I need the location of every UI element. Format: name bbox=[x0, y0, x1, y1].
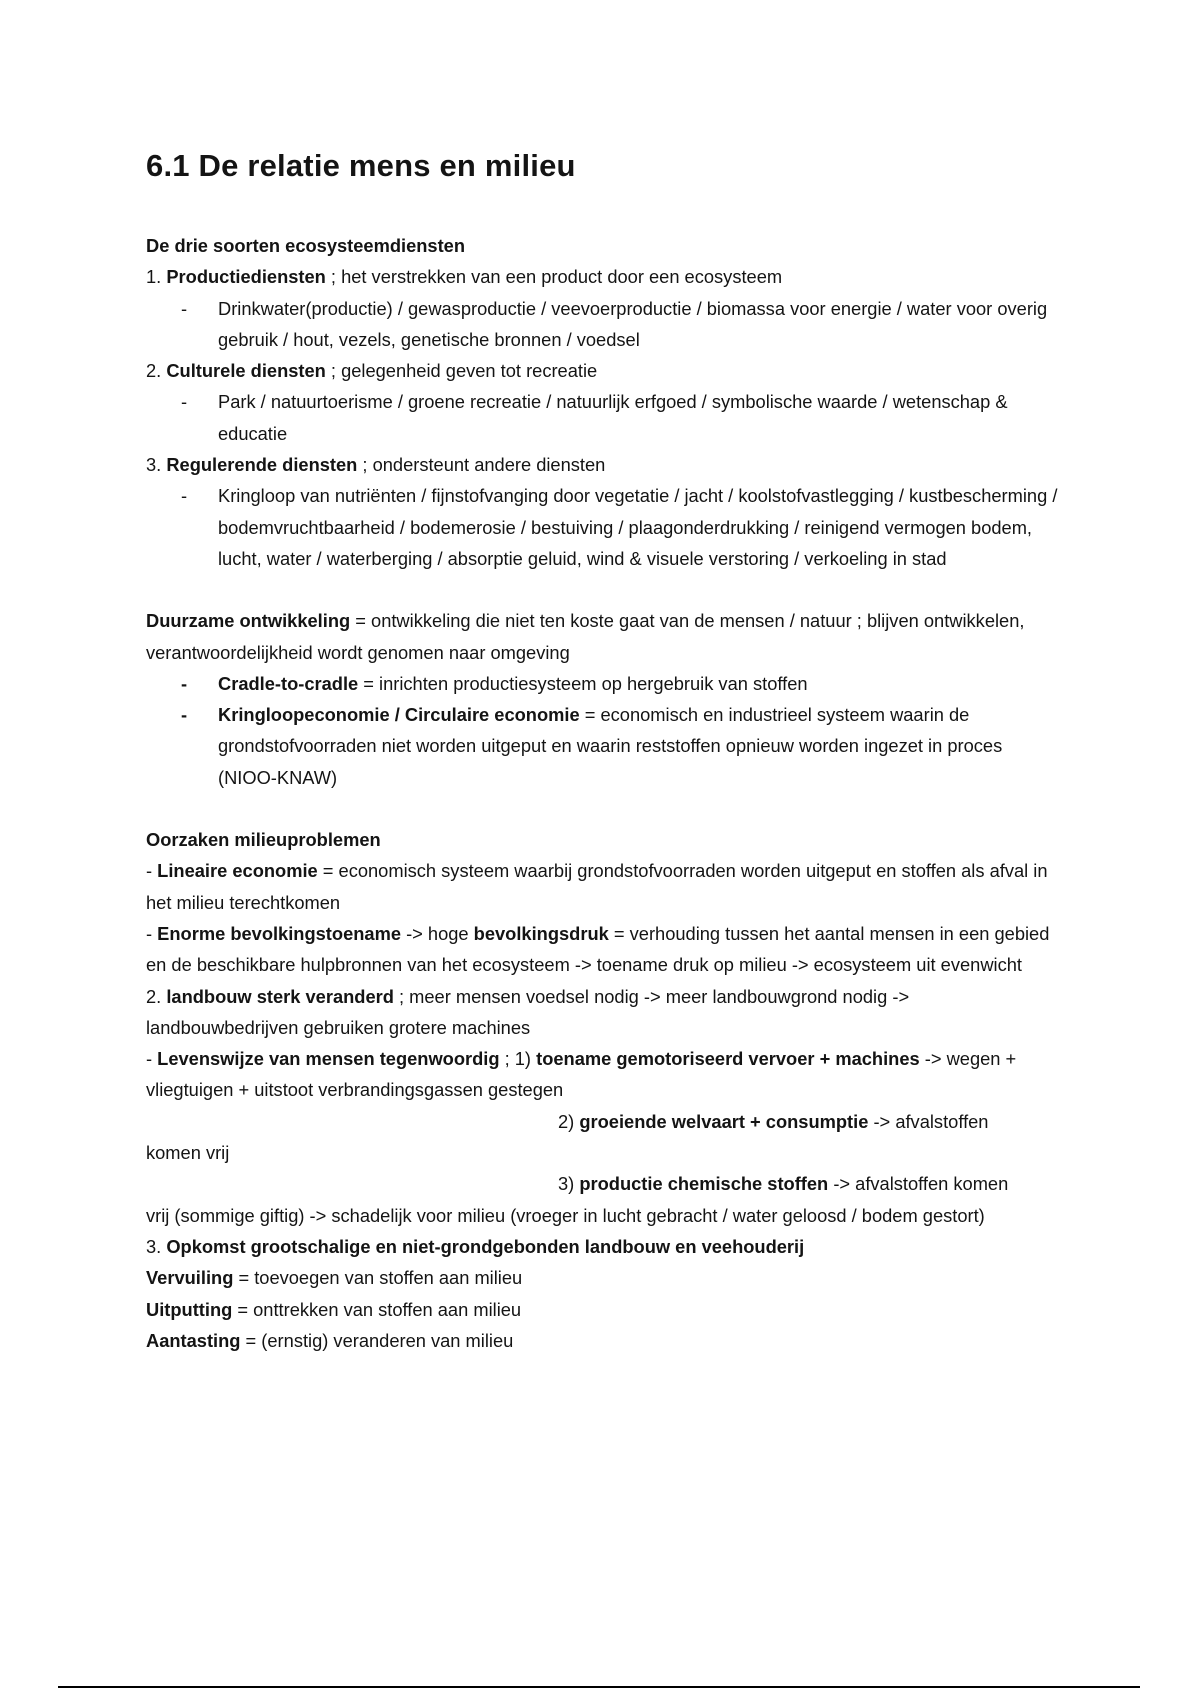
service-term: Culturele diensten bbox=[166, 360, 326, 382]
spacer bbox=[146, 793, 1066, 824]
dash-bullet: - bbox=[181, 704, 188, 726]
service-term: Regulerende diensten bbox=[166, 454, 358, 476]
causes-heading: Oorzaken milieuproblemen bbox=[146, 829, 381, 851]
cause-large-scale-farming: 3. Opkomst grootschalige en niet-grondgebonden landbouw en veehouderij bbox=[146, 1235, 805, 1257]
lifestyle-point-3: 3) productie chemische stoffen -> afvalstoffen komen bbox=[558, 1173, 1009, 1195]
service-term: Productiediensten bbox=[166, 266, 326, 288]
service-item: 2. Culturele diensten ; gelegenheid geven tot recreatie bbox=[146, 360, 598, 382]
footer-divider bbox=[58, 1686, 1140, 1688]
term-uitputting: Uitputting = onttrekken van stoffen aan milieu bbox=[146, 1298, 522, 1320]
cause-agriculture: 2. landbouw sterk veranderd ; meer mensen voedsel nodig -> meer landbouwgrond nodig -> landbouwbedrijven gebruiken grotere machines bbox=[146, 985, 910, 1038]
dash-bullet: - bbox=[181, 672, 188, 694]
service-sub-bullet: - Park / natuurtoerisme / groene recreatie / natuurlijk erfgoed / symbolische waarde / wetenschap & educatie bbox=[146, 386, 1066, 449]
sustainable-term: Duurzame ontwikkeling bbox=[146, 610, 351, 632]
service-item: 1. Productiediensten ; het verstrekken van een product door een ecosysteem bbox=[146, 266, 783, 288]
cause-lifestyle: - Levenswijze van mensen tegenwoordig ; 1) toename gemotoriseerd vervoer + machines -> wegen + vliegtuigen + uitstoot verbrandingsgassen gestegen bbox=[146, 1048, 1017, 1101]
dash-bullet: - bbox=[181, 391, 188, 413]
sustainable-bullet: - Kringloopeconomie / Circulaire economie = economisch en industrieel systeem waarin de grondstofvoorraden niet worden uitgeput en waarin reststoffen opnieuw worden ingezet in proces (NIOO-KNAW) bbox=[146, 699, 1066, 793]
term-aantasting: Aantasting = (ernstig) veranderen van milieu bbox=[146, 1329, 514, 1351]
service-sub-bullet: - Drinkwater(productie) / gewasproductie / veevoerproductie / biomassa voor energie / water voor overig gebruik / hout, vezels, genetische bronnen / voedsel bbox=[146, 293, 1066, 356]
service-item: 3. Regulerende diensten ; ondersteunt andere diensten bbox=[146, 454, 606, 476]
cause-linear-economy: - Lineaire economie = economisch systeem waarbij grondstofvoorraden worden uitgeput en stoffen als afval in het milieu terechtkomen bbox=[146, 860, 1048, 913]
dash-bullet: - bbox=[181, 485, 188, 507]
lifestyle-point-2: 2) groeiende welvaart + consumptie -> afvalstoffen bbox=[558, 1110, 989, 1132]
page-title: 6.1 De relatie mens en milieu bbox=[146, 148, 576, 183]
sustainable-bullet: - Cradle-to-cradle = inrichten productiesysteem op hergebruik van stoffen bbox=[146, 668, 1066, 699]
sustainable-definition: Duurzame ontwikkeling = ontwikkeling die niet ten koste gaat van de mensen / natuur ; blijven ontwikkelen, verantwoordelijkheid wordt genomen naar omgeving bbox=[146, 610, 1025, 663]
cause-population: - Enorme bevolkingstoename -> hoge bevolkingsdruk = verhouding tussen het aantal mensen in een gebied en de beschikbare hulpbronnen van het ecosysteem -> toename druk op milieu -> ecosysteem uit evenwicht bbox=[146, 922, 1050, 976]
services-heading: De drie soorten ecosysteemdiensten bbox=[146, 235, 466, 256]
lifestyle-point-2-cont: komen vrij bbox=[146, 1142, 230, 1164]
document-body bbox=[146, 230, 1066, 1356]
service-sub-bullet: - Kringloop van nutriënten / fijnstofvanging door vegetatie / jacht / koolstofvastlegging / kustbescherming / bodemvruchtbaarheid / bodemerosie / bestuiving / plaagonderdrukking / reinigend vermogen bodem, lucht, water / waterberging / absorptie geluid, wind & visuele verstoring / verkoeling in stad bbox=[146, 480, 1066, 574]
dash-bullet: - bbox=[181, 297, 188, 319]
lifestyle-point-3-cont: vrij (sommige giftig) -> schadelijk voor milieu (vroeger in lucht gebracht / water geloosd / bodem gestort) bbox=[146, 1204, 985, 1226]
term-vervuiling: Vervuiling = toevoegen van stoffen aan milieu bbox=[146, 1267, 523, 1289]
document-page bbox=[146, 148, 1066, 1356]
spacer bbox=[146, 574, 1066, 605]
